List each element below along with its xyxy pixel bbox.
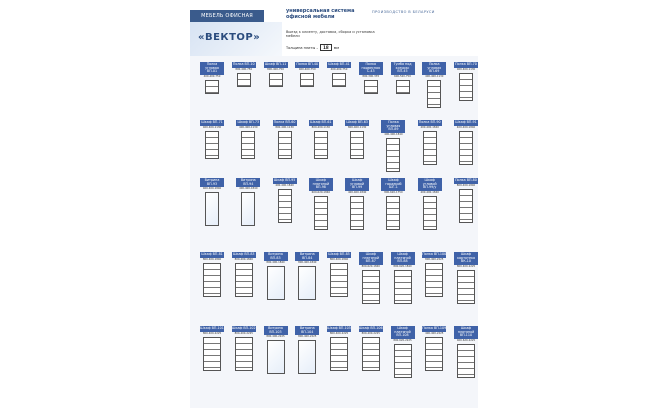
furniture-drawing <box>235 337 253 371</box>
product-dimensions: 400-400-1840 <box>420 190 439 194</box>
furniture-drawing <box>235 263 253 297</box>
category-band: МЕБЕЛЬ ОФИСНАЯ <box>190 10 264 22</box>
product-dimensions: 400-400-1840 <box>456 125 476 129</box>
furniture-drawing <box>427 80 441 108</box>
furniture-drawing <box>267 266 285 300</box>
product-row-5 <box>200 326 478 378</box>
furniture-drawing <box>362 337 380 371</box>
product-item <box>422 252 446 304</box>
furniture-drawing <box>459 189 473 223</box>
product-item <box>359 326 383 378</box>
furniture-drawing <box>205 131 219 159</box>
product-dimensions: 800-400-1840 <box>456 183 476 187</box>
brand-panel <box>190 22 282 56</box>
product-dimensions: 400-400-1840 <box>202 187 222 191</box>
product-row-4 <box>200 252 478 304</box>
product-label: Шкаф платяной ВП-88 <box>391 252 415 265</box>
furniture-drawing <box>396 80 410 94</box>
product-dimensions: 600-620-1840 <box>311 190 331 194</box>
furniture-drawing <box>364 80 378 94</box>
product-dimensions: 800-400-1840 <box>329 257 349 261</box>
product-label: Шкаф ВП-95 <box>273 178 296 182</box>
product-item <box>232 326 256 378</box>
product-item <box>309 120 333 172</box>
product-dimensions: 800-400-2225 <box>234 331 253 335</box>
product-label: Шкаф ВП-83 <box>232 252 255 256</box>
thickness-info <box>286 44 339 51</box>
product-label: Витрина ВП-104 <box>295 326 319 335</box>
furniture-drawing <box>298 340 316 374</box>
product-item <box>454 178 478 230</box>
product-item <box>345 120 369 172</box>
product-label: Шкаф ВП-102 <box>231 326 256 330</box>
product-label: Шкаф угловой ВП-99/у <box>418 178 442 191</box>
product-item <box>264 252 288 304</box>
product-dimensions: 800-400-2225 <box>425 257 444 261</box>
furniture-drawing <box>330 337 348 371</box>
furniture-drawing <box>457 270 475 304</box>
product-label: Полка угловая ВП-89 <box>381 120 405 133</box>
furniture-drawing <box>205 80 219 94</box>
product-label: Шкаф ВП-101 <box>200 326 224 330</box>
product-item <box>327 62 351 108</box>
furniture-drawing <box>423 131 437 165</box>
product-label: Полка ВП-60 <box>273 120 296 124</box>
product-item <box>345 178 369 230</box>
product-item <box>200 178 224 230</box>
furniture-drawing <box>298 266 316 300</box>
product-item <box>359 62 383 108</box>
product-dimensions: 400-400-750 <box>203 74 221 78</box>
furniture-drawing <box>241 131 255 159</box>
product-item <box>264 62 288 108</box>
furniture-drawing <box>350 196 364 230</box>
product-label: Полка ВП-70 <box>455 62 477 66</box>
furniture-drawing <box>425 263 443 297</box>
product-row-2 <box>200 120 478 172</box>
made-in-belarus: ПРОИЗВОДСТВО В БЕЛАРУСИ <box>372 10 435 14</box>
product-label: Шкаф ВП-61 <box>310 120 332 124</box>
product-dimensions: 800-400-1840 <box>202 257 222 261</box>
product-dimensions: 800-400-1840 <box>234 257 253 261</box>
product-label: Витрина ВП-83 <box>264 252 288 261</box>
furniture-drawing <box>330 263 348 297</box>
product-item <box>295 62 319 108</box>
product-item <box>200 252 224 304</box>
product-item <box>454 326 478 378</box>
product-dimensions: 400-400-1130 <box>239 125 258 129</box>
product-dimensions: 800-400-2225 <box>329 331 349 335</box>
product-label: Шкаф ВП-41 <box>328 62 350 66</box>
product-dimensions: 800-620-1840 <box>361 264 380 268</box>
product-item <box>200 120 224 172</box>
furniture-drawing <box>425 337 443 371</box>
product-label: Полка ВП-40 <box>296 62 319 66</box>
product-label: Полка ВП-90 <box>418 120 441 124</box>
product-label: Полка ВП-80 <box>455 178 477 182</box>
product-item <box>454 62 478 108</box>
product-label: Шкаф платяной ВП-98 <box>309 178 333 191</box>
furniture-drawing <box>459 73 473 101</box>
product-label: Витрина ВП-84 <box>295 252 319 261</box>
product-label: Шкаф платяной ВП-110 <box>454 326 478 339</box>
furniture-drawing <box>269 73 283 87</box>
product-item <box>418 178 442 230</box>
product-item <box>418 120 442 172</box>
product-dimensions: 400-400-1840 <box>239 187 258 191</box>
furniture-drawing <box>423 196 437 230</box>
product-item <box>200 62 224 108</box>
catalog-header <box>190 0 478 56</box>
furniture-drawing <box>394 344 412 378</box>
product-label: Полка угловая ВП-01 <box>200 62 224 75</box>
product-item <box>232 252 256 304</box>
product-dimensions: 400-400-1840 <box>347 190 367 194</box>
brand-logo: «ВЕКТОР» <box>198 32 261 43</box>
product-item <box>327 326 351 378</box>
product-label: Шкаф ВП-63 <box>346 120 368 124</box>
product-item <box>200 326 224 378</box>
product-label: Шкаф гардероб ШГ-1 <box>381 178 405 191</box>
furniture-drawing <box>237 73 251 87</box>
product-label: Полка угловая ВП-69 <box>422 62 446 75</box>
furniture-drawing <box>205 192 219 226</box>
furniture-drawing <box>314 131 328 159</box>
product-dimensions: 800-400-2225 <box>266 335 285 339</box>
product-label: Витрина ВП-103 <box>264 326 288 335</box>
furniture-drawing <box>203 337 221 371</box>
product-dimensions: 800-620-1750 <box>384 190 403 194</box>
product-label: Шкаф ВП-85 <box>328 252 350 256</box>
product-item <box>454 120 478 172</box>
product-item <box>454 252 478 304</box>
product-item <box>359 252 383 304</box>
product-item <box>391 252 415 304</box>
product-label: Полка подвесная С-43 <box>359 62 383 75</box>
furniture-drawing <box>314 196 328 230</box>
product-label: Полка ВП-109 <box>422 326 447 330</box>
product-item <box>422 62 446 108</box>
furniture-drawing <box>241 192 255 226</box>
product-label: Витрина ВП-94 <box>236 178 260 187</box>
product-dimensions: 400-400-1130 <box>202 125 222 129</box>
thickness-value: 18 <box>320 44 332 51</box>
service-description: Выезд к клиенту, доставка, сборка и установка мебели <box>286 30 375 39</box>
product-item <box>264 326 288 378</box>
furniture-drawing <box>267 340 285 374</box>
product-label: Шкаф ВП-105 <box>327 326 351 330</box>
furniture-drawing <box>386 196 400 230</box>
product-dimensions: 400-620-2225 <box>456 338 476 342</box>
product-dimensions: 800-620-1840 <box>393 264 412 268</box>
product-item <box>381 178 405 230</box>
product-label: Шкаф платяной ВП-87 <box>359 252 383 265</box>
product-dimensions: 800-400-2225 <box>298 335 317 339</box>
product-item <box>236 120 260 172</box>
product-dimensions: 400-400-2225 <box>425 331 444 335</box>
thickness-label: Толщина плиты – <box>286 45 319 50</box>
product-dimensions: 400-400-1840 <box>384 132 403 136</box>
furniture-drawing <box>457 344 475 378</box>
product-dimensions: 800-400-1840 <box>266 261 285 265</box>
furniture-drawing <box>300 73 314 87</box>
furniture-drawing <box>459 131 473 165</box>
product-item <box>232 62 256 108</box>
product-dimensions: 800-400-2225 <box>456 264 476 268</box>
product-dimensions: 400-400-1130 <box>456 67 476 71</box>
product-label: Шкаф картотека ВК-10 <box>454 252 478 265</box>
product-label: Шкаф ВП-81 <box>201 252 223 256</box>
product-item <box>422 326 446 378</box>
furniture-drawing <box>278 131 292 159</box>
product-label: Полка ВП-10 <box>232 62 255 66</box>
furniture-drawing <box>203 263 221 297</box>
product-dimensions: 400-400-750 <box>298 67 316 71</box>
product-label: Шкаф угловой ВП-99 <box>345 178 369 191</box>
product-dimensions: 400-400-1840 <box>275 183 294 187</box>
thickness-unit: мм <box>333 45 339 50</box>
product-item <box>273 120 297 172</box>
product-dimensions: 400-400-1840 <box>420 125 439 129</box>
product-dimensions: 400-400-750 <box>330 67 348 71</box>
product-item <box>327 252 351 304</box>
product-dimensions: 400-400-1130 <box>425 74 444 78</box>
product-label: Шкаф ВП-11 <box>264 62 287 66</box>
product-label: Шкаф ВП-91 <box>455 120 477 124</box>
catalog-page <box>190 0 478 408</box>
furniture-drawing <box>278 189 292 223</box>
product-item <box>236 178 260 230</box>
product-label: Шкаф ВП-71 <box>201 120 223 124</box>
product-item <box>391 326 415 378</box>
product-dimensions: 800-400-1130 <box>311 125 331 129</box>
product-row-3 <box>200 178 478 230</box>
product-dimensions: 800-400-750 <box>235 67 253 71</box>
product-label: Шкаф ВП-106 <box>358 326 383 330</box>
product-item <box>381 120 405 172</box>
product-dimensions: 800-400-1840 <box>298 261 317 265</box>
furniture-drawing <box>362 270 380 304</box>
product-dimensions: 800-400-750 <box>267 67 284 71</box>
product-dimensions: 800-400-1130 <box>275 125 294 129</box>
product-dimensions: 800-400-1130 <box>347 125 367 129</box>
product-dimensions: 800-620-2225 <box>393 338 412 342</box>
product-dimensions: 800-300-335 <box>362 74 380 78</box>
product-label: Шкаф ВП-73 <box>237 120 260 124</box>
product-row-1 <box>200 62 478 108</box>
product-label: Витрина ВП-93 <box>200 178 224 187</box>
product-item <box>391 62 415 108</box>
product-label: Шкаф платяной ВП-108 <box>391 326 415 339</box>
product-dimensions: 800-400-2225 <box>202 331 222 335</box>
product-item <box>309 178 333 230</box>
furniture-drawing <box>386 138 400 172</box>
product-item <box>273 178 297 230</box>
product-label: Полка ВП-100 <box>422 252 447 256</box>
product-item <box>295 252 319 304</box>
product-dimensions: 800-400-2225 <box>361 331 380 335</box>
furniture-drawing <box>350 131 364 159</box>
furniture-drawing <box>332 73 346 87</box>
furniture-drawing <box>394 270 412 304</box>
brand-tagline: универсальная система офисной мебели <box>286 8 355 20</box>
product-item <box>295 326 319 378</box>
product-dimensions: 600-520-750 <box>394 74 411 78</box>
product-label: Тумба под ксерокс ВП-45 <box>391 62 415 75</box>
